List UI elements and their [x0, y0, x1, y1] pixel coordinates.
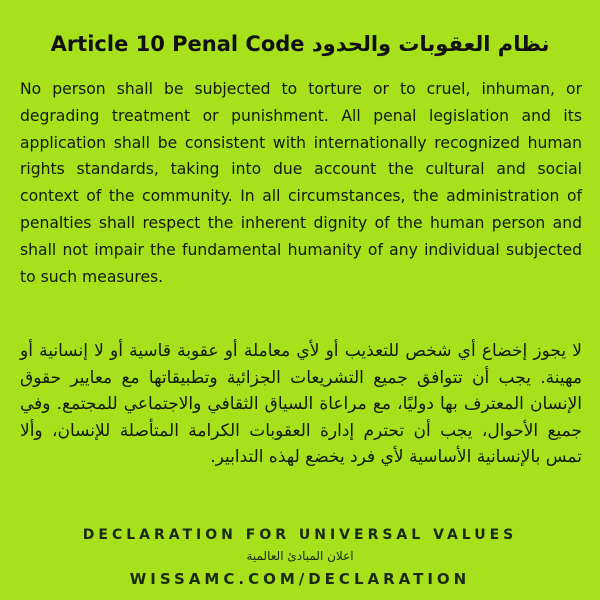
footer-org-english: DECLARATION FOR UNIVERSAL VALUES [82, 527, 518, 543]
page-title: Article 10 Penal Code نظام العقوبات والحدود [50, 32, 550, 56]
article-text-english: No person shall be subjected to torture or to cruel, inhuman, or degrading treatment or punishment. All penal legislation and its application shall be consistent with internationally recognized human rights standards, taking into due account the cultural and social context of the community. In all circumstances, the administration of penalties shall respect the inherent dignity of the human person and shall not impair the fundamental humanity of any individual subjected to such measures. [20, 80, 582, 286]
footer-url: WISSAMC.COM/DECLARATION [129, 570, 471, 588]
article-text-arabic: لا يجوز إخضاع أي شخص للتعذيب أو لأي معاملة أو عقوبة قاسية أو لا إنسانية أو مهينة. يجب أن تتوافق جميع التشريعات الجزائية وتطبيقاتها مع معايير حقوق الإنسان المعترف بها دوليًا، مع مراعاة السياق الثقافي والاجتماعي للمجتمع. وفي جميع الأحوال، يجب أن تحترم إدارة العقوبات الكرامة المتأصلة للإنسان، وألا تمس بالإنسانية الأساسية لأي فرد يخضع لهذه التدابير. [20, 341, 582, 467]
footer-org-arabic: اعلان المبادئ العالمية [246, 549, 354, 563]
